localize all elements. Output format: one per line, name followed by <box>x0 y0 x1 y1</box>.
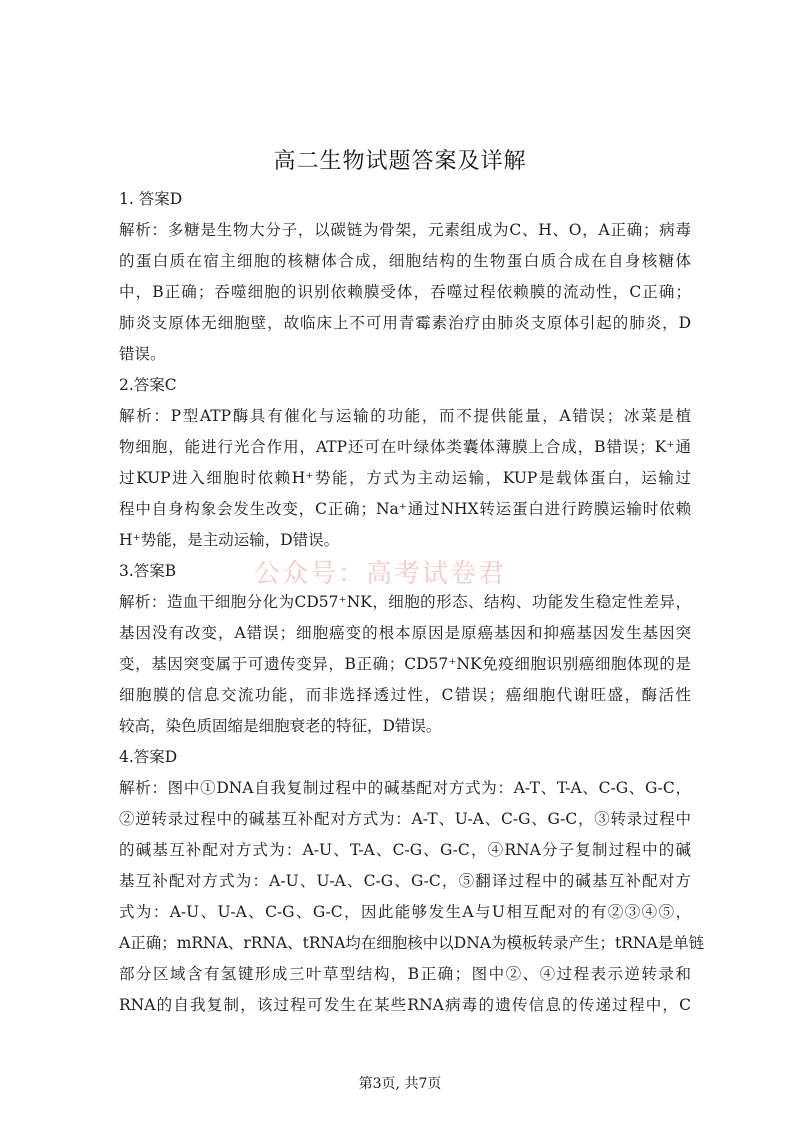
explanation-line: H⁺势能，是主动运输，D错误。 <box>119 531 340 549</box>
answer-body <box>119 184 705 1021</box>
question-block <box>119 370 691 556</box>
answer-heading: 3.答案B <box>119 562 177 580</box>
explanation-line: 错误。 <box>119 345 166 363</box>
explanation-line: 物细胞，能进行光合作用，ATP还可在叶绿体类囊体薄膜上合成，B错误；K⁺通 <box>119 438 691 456</box>
answer-heading: 4.答案D <box>119 748 178 766</box>
page-title: 高二生物试题答案及详解 <box>273 149 527 174</box>
explanation-line: A正确；mRNA、rRNA、tRNA均在细胞核中以DNA为模板转录产生；tRNA是单链 <box>119 934 705 952</box>
explanation-line: 变，基因突变属于可遗传变异，B正确；CD57⁺NK免疫细胞识别癌细胞体现的是 <box>119 655 691 673</box>
answer-heading: 1. 答案D <box>119 190 183 208</box>
explanation-line: 基互补配对方式为：A-U、U-A、C-G、G-C，⑤翻译过程中的碱基互补配对方 <box>119 872 691 890</box>
explanation-line: 解析：造血干细胞分化为CD57⁺NK，细胞的形态、结构、功能发生稳定性差异， <box>119 593 691 611</box>
question-block <box>119 742 705 1021</box>
explanation-line: RNA的自我复制，该过程可发生在某些RNA病毒的遗传信息的传递过程中，C <box>119 996 691 1014</box>
page-number: 第3页, 共7页 <box>358 1076 442 1092</box>
explanation-line: 过KUP进入细胞时依赖H⁺势能，方式为主动运输，KUP是载体蛋白，运输过 <box>119 469 691 487</box>
answer-heading: 2.答案C <box>119 376 177 394</box>
explanation-line: 程中自身构象会发生改变，C正确；Na⁺通过NHX转运蛋白进行跨膜运输时依赖 <box>119 500 691 518</box>
question-block <box>119 184 691 370</box>
explanation-line: 式为：A-U、U-A、C-G、G-C，因此能够发生A与U相互配对的有②③④⑤， <box>119 903 691 921</box>
explanation-line: 的碱基互补配对方式为：A-U、T-A、C-G、G-C，④RNA分子复制过程中的碱 <box>119 841 691 859</box>
explanation-line: 部分区域含有氢键形成三叶草型结构，B正确；图中②、④过程表示逆转录和 <box>119 965 691 983</box>
explanation-line: 基因没有改变，A错误；细胞癌变的根本原因是原癌基因和抑癌基因发生基因突 <box>119 624 691 642</box>
explanation-line: 解析：P型ATP酶具有催化与运输的功能，而不提供能量，A错误；冰菜是植 <box>119 407 691 425</box>
explanation-line: ②逆转录过程中的碱基互补配对方式为：A-T、U-A、C-G、G-C，③转录过程中 <box>119 810 691 828</box>
explanation-line: 解析：多糖是生物大分子，以碳链为骨架，元素组成为C、H、O，A正确；病毒 <box>119 221 691 239</box>
explanation-line: 肺炎支原体无细胞壁，故临床上不可用青霉素治疗由肺炎支原体引起的肺炎，D <box>119 314 691 332</box>
explanation-line: 解析：图中①DNA自我复制过程中的碱基配对方式为：A-T、T-A、C-G、G-C， <box>119 779 691 797</box>
explanation-line: 较高，染色质固缩是细胞衰老的特征，D错误。 <box>119 717 442 735</box>
explanation-line: 中，B正确；吞噬细胞的识别依赖膜受体，吞噬过程依赖膜的流动性，C正确； <box>119 283 691 301</box>
explanation-line: 细胞膜的信息交流功能，而非选择透过性，C错误；癌细胞代谢旺盛，酶活性 <box>119 686 691 704</box>
explanation-line: 的蛋白质在宿主细胞的核糖体合成，细胞结构的生物蛋白质合成在自身核糖体 <box>119 252 691 270</box>
watermark: 公众号：高考试卷君 <box>254 559 507 589</box>
